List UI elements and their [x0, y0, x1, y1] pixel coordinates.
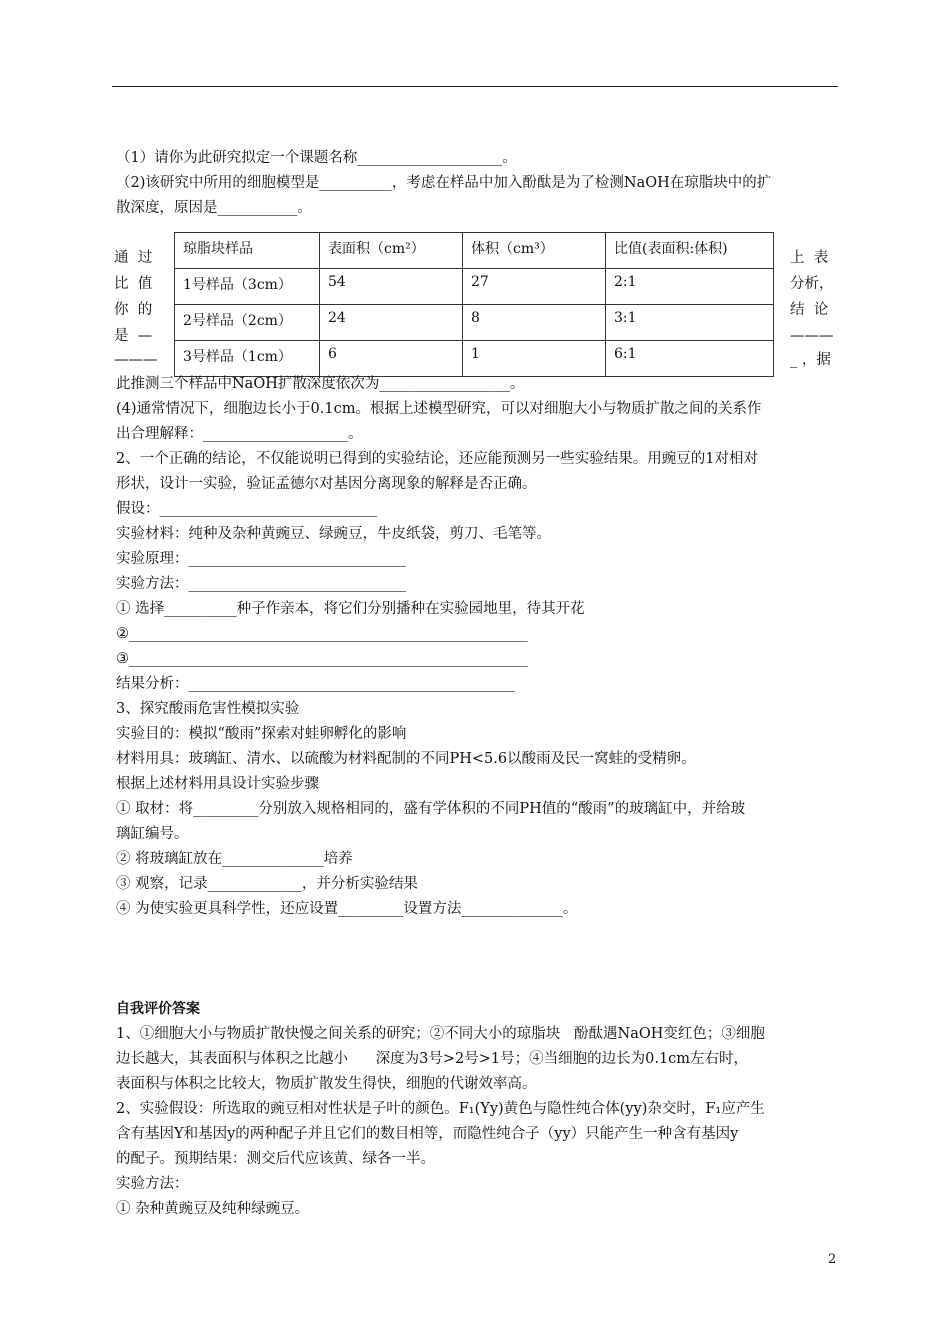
body-line: 璃缸编号。	[116, 826, 189, 842]
agar-block-table	[174, 232, 774, 377]
table-cell: 6:1	[606, 341, 774, 377]
question-2-line1: （2)该研究中所用的细胞模型是__________，考虑在样品中加入酚酞是为了检测NaOH在琼脂块中的扩	[116, 175, 772, 191]
table-row	[175, 341, 774, 377]
table-row	[175, 269, 774, 305]
answer-line: 表面积与体积之比较大，物质扩散发生得快，细胞的代谢效率高。	[116, 1076, 537, 1092]
answer-line: 2、实验假设：所选取的豌豆相对性状是子叶的颜色。F₁(Yy)黄色与隐性纯合体(yy)杂交时，F₁应产生	[116, 1101, 765, 1117]
table-cell: 27	[463, 269, 606, 305]
header-rule	[112, 86, 838, 87]
question-1: （1）请你为此研究拟定一个课题名称____________________。	[116, 150, 517, 166]
side-right-5: _ ，据	[790, 352, 831, 368]
table-cell: 54	[320, 269, 463, 305]
table-cell: 6	[320, 341, 463, 377]
side-right-4: ———	[790, 328, 834, 344]
body-line: 出合理解释：____________________。	[116, 426, 363, 442]
body-line: 根据上述材料用具设计实验步骤	[116, 776, 319, 792]
side-left-3: 你 的	[114, 302, 153, 318]
body-line: ③ 观察，记录_____________，并分析实验结果	[116, 876, 418, 892]
body-line: (4)通常情况下，细胞边长小于0.1cm。根据上述模型研究，可以对细胞大小与物质扩散之间的关系作	[116, 401, 762, 417]
body-line: ① 选择__________种子作亲本，将它们分别播种在实验园地里，待其开花	[116, 601, 585, 617]
body-line: ③_______________________________________________________	[116, 651, 528, 667]
side-right-1: 上 表	[790, 250, 829, 266]
table-row	[175, 305, 774, 341]
table-header-cell: 体积（cm³）	[463, 233, 606, 269]
answers-title: 自我评价答案	[116, 1001, 200, 1017]
table-cell: 1号样品（3cm）	[175, 269, 320, 305]
body-line: 此推测三个样品中NaOH扩散深度依次为__________________。	[116, 376, 525, 392]
answer-line: 实验方法：	[116, 1176, 189, 1192]
side-left-4: 是 —	[114, 328, 153, 344]
body-line: 假设：______________________________	[116, 501, 377, 517]
table-header-cell: 琼脂块样品	[175, 233, 320, 269]
body-line: 2、一个正确的结论，不仅能说明已得到的实验结论，还应能预测另一些实验结果。用豌豆的1对相对	[116, 451, 758, 467]
question-2-line2: 散深度，原因是___________。	[116, 200, 312, 216]
answer-line: ① 杂种黄豌豆及纯种绿豌豆。	[116, 1201, 310, 1217]
answer-line: 1、①细胞大小与物质扩散快慢之间关系的研究；②不同大小的琼脂块 酚酞遇NaOH变红色；③细胞	[116, 1026, 765, 1042]
table-cell: 1	[463, 341, 606, 377]
side-left-2: 比 值	[114, 276, 153, 292]
body-line: 实验原理：______________________________	[116, 551, 406, 567]
side-left-1: 通 过	[114, 250, 153, 266]
table-cell: 2:1	[606, 269, 774, 305]
body-line: ② 将玻璃缸放在______________培养	[116, 851, 353, 867]
body-line: ④ 为使实验更具科学性，还应设置_________设置方法______________。	[116, 901, 578, 917]
body-line: 实验目的：模拟“酸雨”探索对蛙卵孵化的影响	[116, 726, 407, 742]
table-header-row	[175, 233, 774, 269]
body-line: ① 取材：将_________分别放入规格相同的，盛有学体积的不同PH值的“酸雨”的玻璃缸中，并给玻	[116, 801, 746, 817]
answer-line: 边长越大，其表面积与体积之比越小 深度为3号>2号>1号；④当细胞的边长为0.1cm左右时，	[116, 1051, 749, 1067]
body-line: 结果分析：_____________________________________________	[116, 676, 515, 692]
side-right-3: 结 论	[790, 302, 829, 318]
body-line: ②_______________________________________________________	[116, 626, 528, 642]
body-line: 形状，设计一实验，验证孟德尔对基因分离现象的解释是否正确。	[116, 476, 537, 492]
body-line: 实验方法：______________________________	[116, 576, 406, 592]
side-right-2: 分析，	[790, 276, 834, 292]
body-line: 材料用具：玻璃缸、清水、以硫酸为材料配制的不同PH<5.6以酸雨及民一窝蛙的受精卵。	[116, 751, 696, 767]
side-left-5: ———	[114, 352, 158, 368]
body-line: 3、探究酸雨危害性模拟实验	[116, 701, 300, 717]
page-number: 2	[828, 1252, 837, 1267]
table-cell: 8	[463, 305, 606, 341]
table-header-cell: 比值(表面积:体积)	[606, 233, 774, 269]
table-header-cell: 表面积（cm²）	[320, 233, 463, 269]
answer-line: 的配子。预期结果：测交后代应该黄、绿各一半。	[116, 1151, 435, 1167]
answer-line: 含有基因Y和基因y的两种配子并且它们的数目相等，而隐性纯合子（yy）只能产生一种含有基因y	[116, 1126, 739, 1142]
table-cell: 24	[320, 305, 463, 341]
table-cell: 2号样品（2cm）	[175, 305, 320, 341]
table-cell: 3号样品（1cm）	[175, 341, 320, 377]
body-line: 实验材料：纯种及杂种黄豌豆、绿豌豆，牛皮纸袋，剪刀、毛笔等。	[116, 526, 551, 542]
table-cell: 3:1	[606, 305, 774, 341]
